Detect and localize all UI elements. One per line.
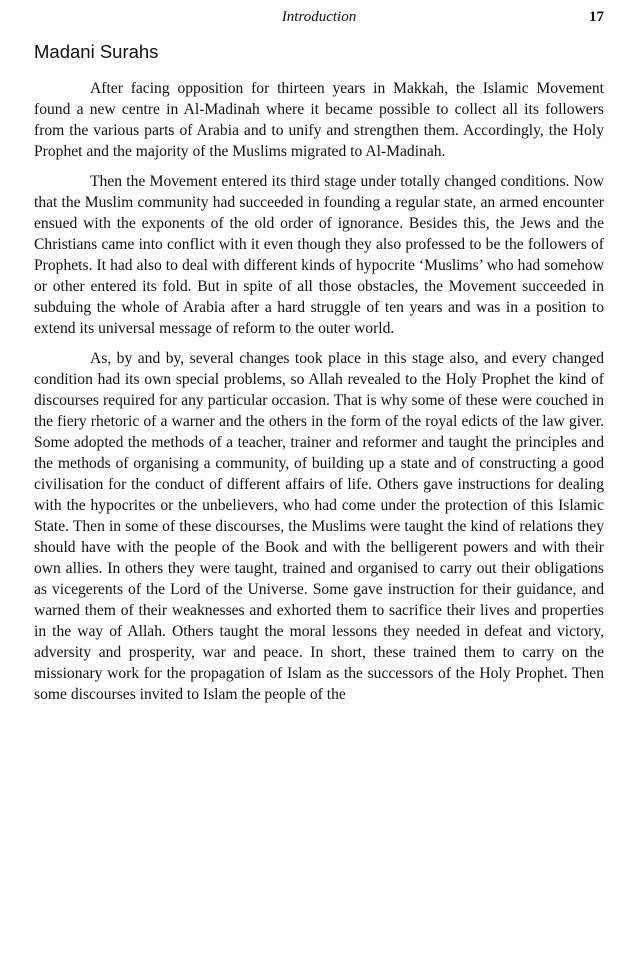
section-heading: Madani Surahs [34, 41, 159, 62]
running-title: Introduction [281, 9, 357, 25]
running-header [34, 6, 604, 28]
paragraph: After facing opposition for thirteen years in Makkah, the Islamic Movement found a new centre in Al-Madinah where it became possible to collect all its followers from the various parts of Arabia and to unify and strengthen them. Accordingly, the Holy Prophet and the majority of the Muslims migrated to Al-Madinah. [34, 80, 604, 160]
page-number: 17 [589, 9, 604, 25]
paragraph: As, by and by, several changes took place in this stage also, and every changed condition had its own special problems, so Allah revealed to the Holy Prophet the kind of discourses required for any particular occasion. That is why some of these were couched in the fiery rhetoric of a warner and the others in the form of the royal edicts of the law giver. Some adopted the methods of a teacher, trainer and reformer and taught the principles and the methods of organising a community, of building up a state and of constructing a good civilisation for the conduct of different affairs of life. Others gave instructions for dealing with the hypocrites or the unbelievers, who had come under the protection of this Islamic State. Then in some of these discourses, the Muslims were taught the kind of relations they should have with the people of the Book and with the belligerent powers and with their own allies. In others they were taught, trained and organised to carry out their obligations as vicegerents of the Lord of the Universe. Some gave instruction for their guidance, and warned them of their weaknesses and exhorted them to sacrifice their lives and properties in the way of Allah. Others taught the moral lessons they needed in defeat and victory, adversity and prosperity, war and peace. In short, these trained them to carry on the missionary work for the propagation of Islam as the successors of the Holy Prophet. Then some discourses invited to Islam the people of the [34, 350, 604, 703]
paragraph: Then the Movement entered its third stage under totally changed conditions. Now that the Muslim community had succeeded in founding a regular state, an armed encounter ensued with the exponents of the old order of ignorance. Besides this, the Jews and the Christians came into conflict with it even though they also professed to be the followers of Prophets. It had also to deal with different kinds of hypocrite ‘Muslims’ who had somehow or other entered its fold. But in spite of all those obstacles, the Movement succeeded in subduing the whole of Arabia after a hard struggle of ten years and was in a position to extend its universal message of reform to the outer world. [34, 173, 604, 337]
body-text [34, 78, 604, 714]
